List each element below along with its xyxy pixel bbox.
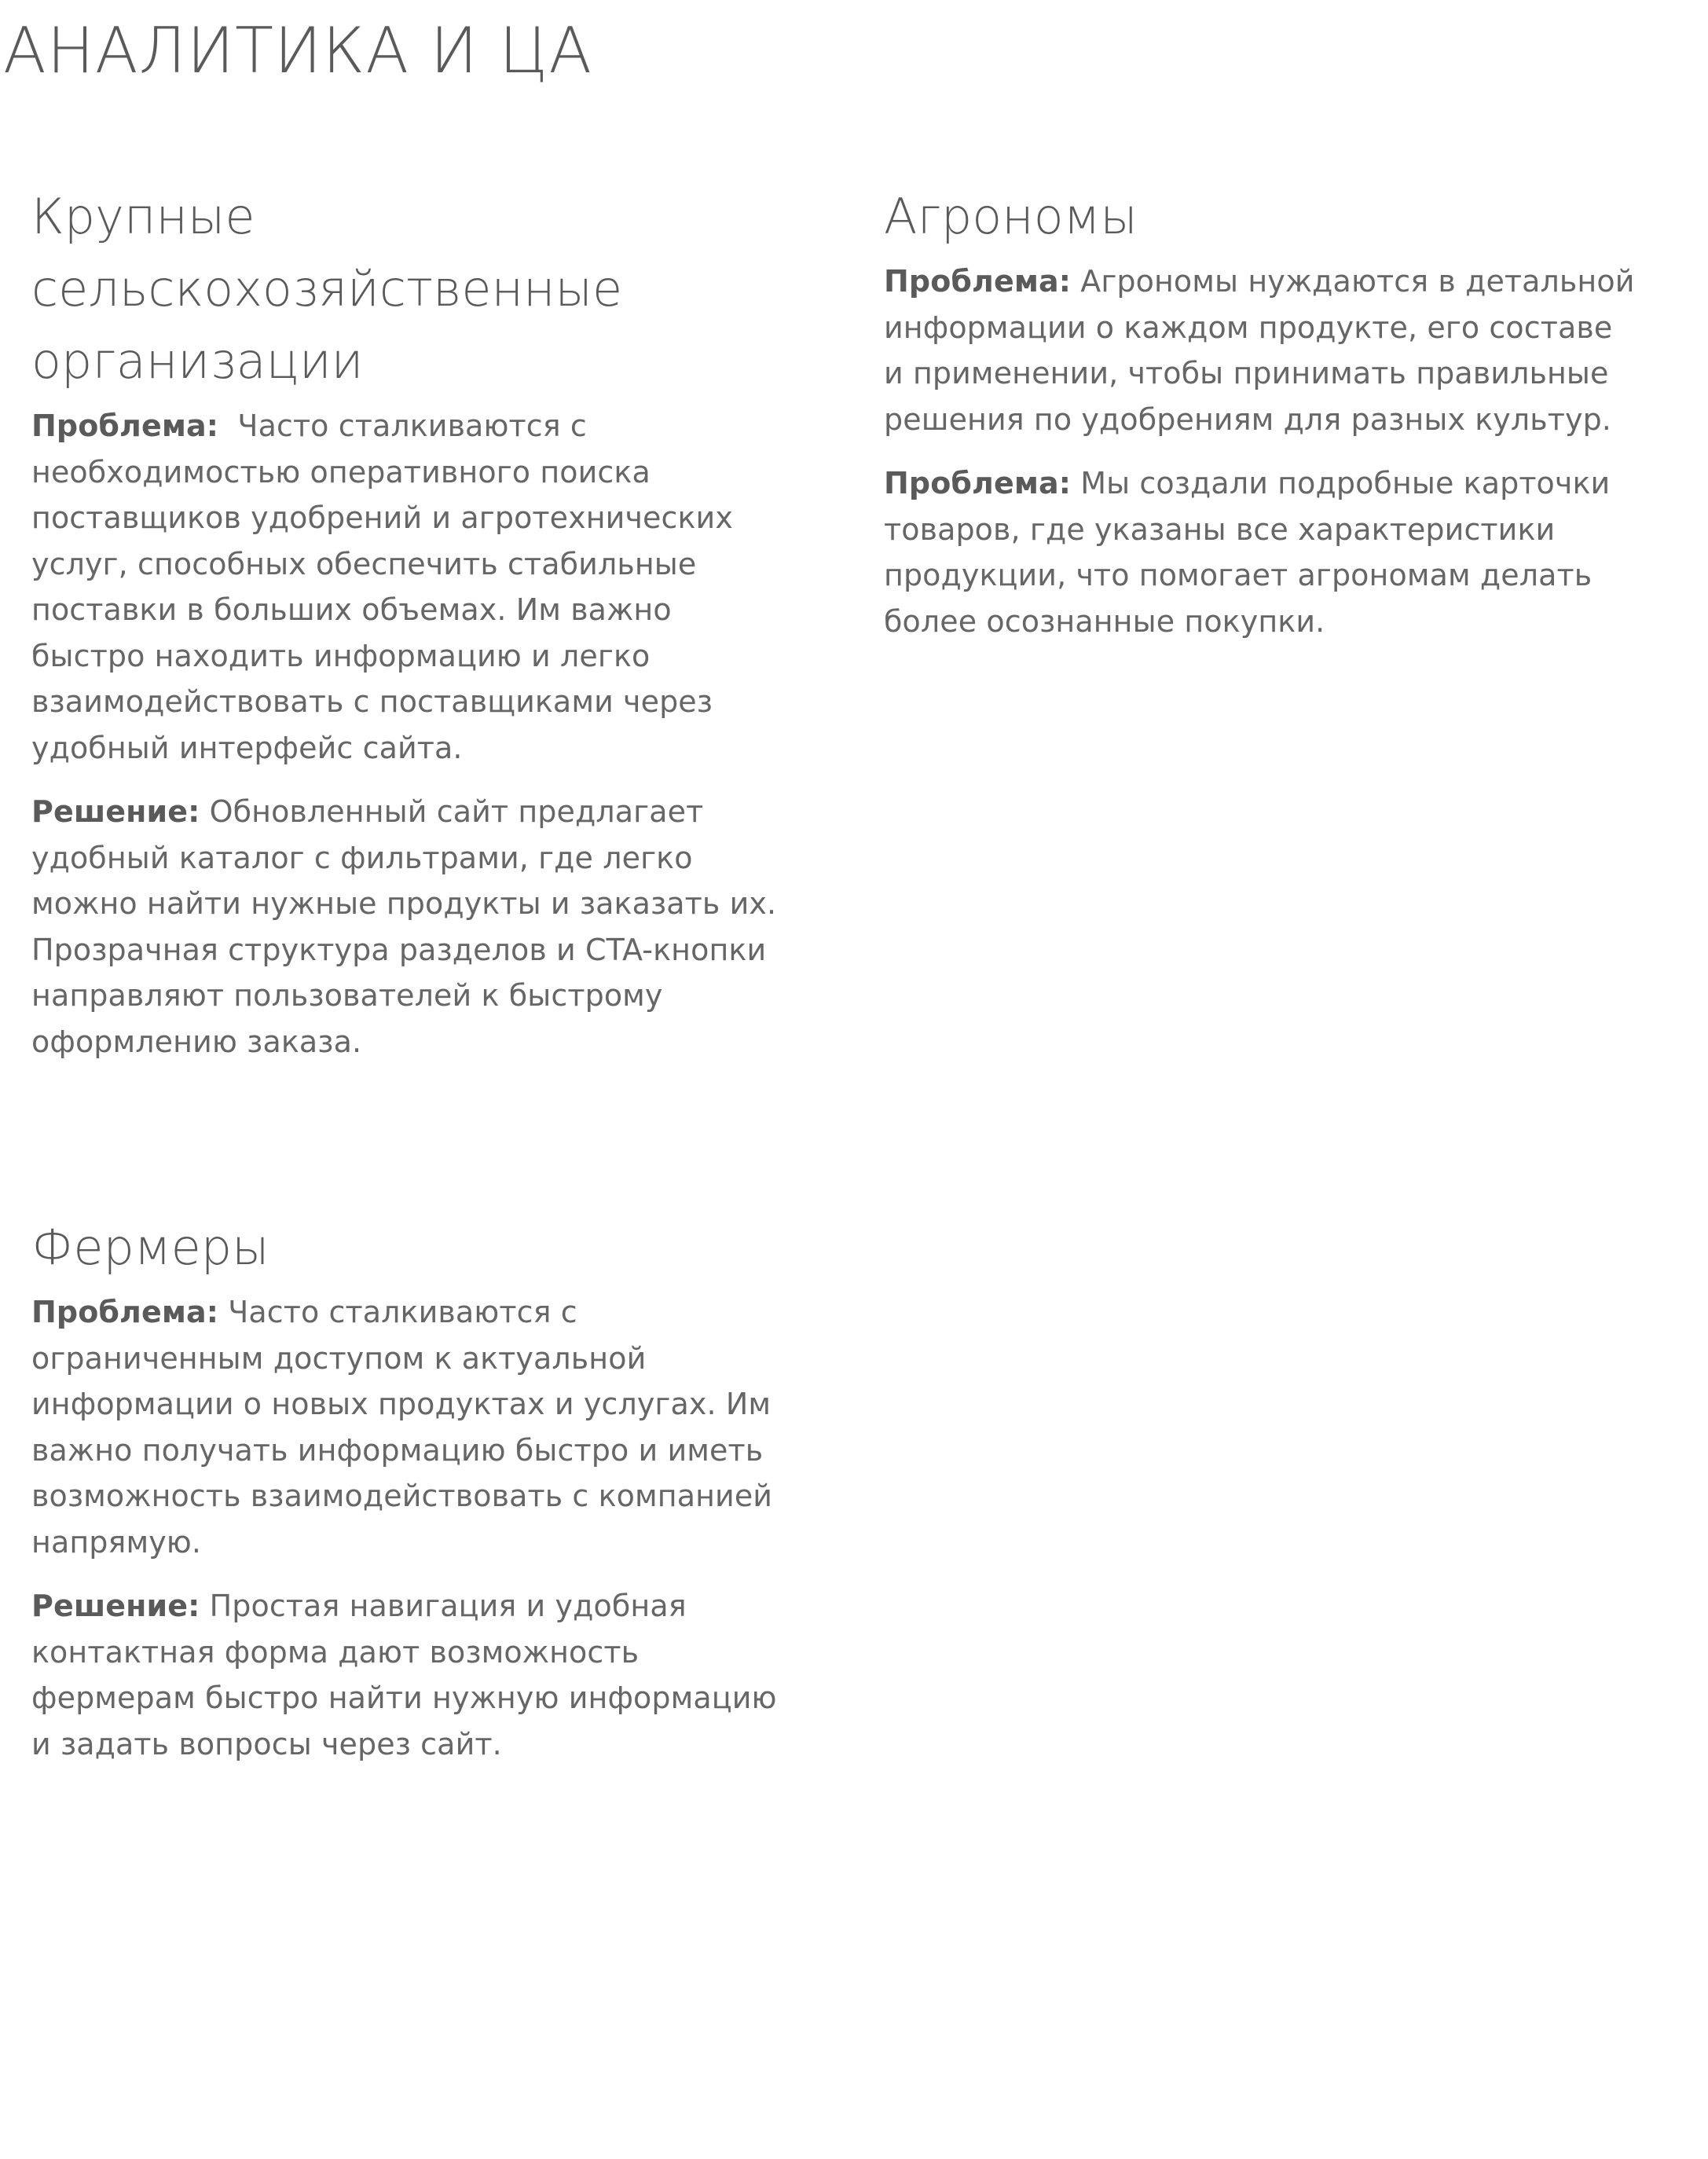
- segment-title: Фермеры: [31, 1219, 269, 1276]
- segment-farmers: [31, 1211, 782, 1767]
- solution-label: Решение:: [31, 794, 200, 829]
- segment-solution: [31, 789, 782, 1065]
- solution-text: Мы создали подробные карточки товаров, где указаны все характеристики продукции, что помогает агрономам делать более осознанные покупки.: [884, 466, 1611, 639]
- problem-text: Часто сталкиваются с необходимостью оперативного поиска поставщиков удобрений и агротехнических услуг, способных обеспечить стабильные поставки в больших объемах. Им важно быстро находить информацию и легко взаимодействовать с поставщиками через удобный интерфейс сайта.: [31, 409, 743, 765]
- segment-agronomists: [884, 181, 1638, 644]
- segment-solution: [884, 460, 1638, 644]
- segment-problem: [31, 403, 782, 771]
- solution-text: Простая навигация и удобная контактная форма дают возможность фермерам быстро найти нужную информацию и задать вопросы через сайт.: [31, 1589, 777, 1761]
- segment-solution: [31, 1583, 782, 1767]
- solution-label: Проблема:: [884, 466, 1072, 500]
- segment-problem: [884, 258, 1638, 442]
- problem-label: Проблема:: [884, 264, 1072, 299]
- problem-label: Проблема:: [31, 409, 219, 443]
- solution-text: Обновленный сайт предлагает удобный каталог с фильтрами, где легко можно найти нужные продукты и заказать их. Прозрачная структура разделов и CTA-кнопки направляют пользователей к быстрому оформлению заказа.: [31, 794, 777, 1059]
- problem-text: Часто сталкиваются с ограниченным доступом к актуальной информации о новых продуктах и услугах. Им важно получать информацию быстро и иметь возможность взаимодействовать с компанией напрямую.: [31, 1295, 773, 1560]
- solution-label: Решение:: [31, 1589, 200, 1623]
- segment-title: Агрономы: [884, 188, 1138, 245]
- problem-text: Агрономы нуждаются в детальной информации о каждом продукте, его составе и применении, чтобы принимать правильные решения по удобрениям для разных культур.: [884, 264, 1635, 437]
- segment-title: Крупные сельскохозяйственные организации: [31, 188, 623, 390]
- page-title: АНАЛИТИКА И ЦА: [3, 14, 593, 87]
- problem-label: Проблема:: [31, 1295, 219, 1329]
- segment-large-organizations: [31, 181, 782, 1065]
- segment-problem: [31, 1289, 782, 1565]
